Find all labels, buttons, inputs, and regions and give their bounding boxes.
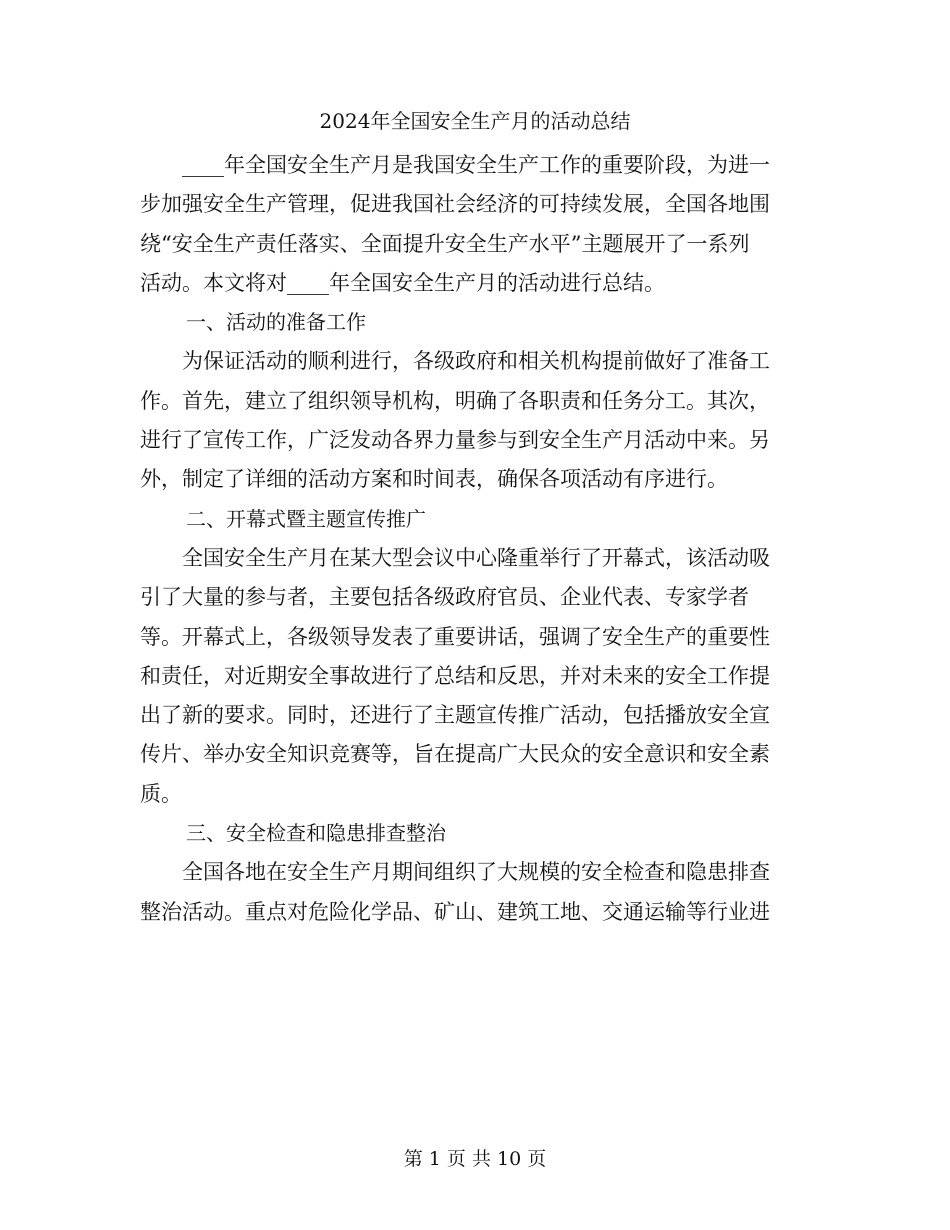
section-2-line-6: 传片、举办安全知识竞赛等，旨在提高广大民众的安全意识和安全素 xyxy=(140,742,770,767)
intro-line-1: ____年全国安全生产月是我国安全生产工作的重要阶段，为进一 xyxy=(182,153,770,177)
section-3-line-2: 整治活动。重点对危险化学品、矿山、建筑工地、交通运输等行业进 xyxy=(140,899,770,924)
section-2-heading: 二、开幕式暨主题宣传推广 xyxy=(186,506,426,531)
page-footer: 第 1 页 共 10 页 xyxy=(403,1148,547,1170)
section-1-line-1: 为保证活动的顺利进行，各级政府和相关机构提前做好了准备工 xyxy=(182,349,770,374)
section-2-line-7: 质。 xyxy=(140,781,182,806)
document-title: 2024年全国安全生产月的活动总结 xyxy=(319,109,631,133)
document-body xyxy=(140,146,804,932)
intro-line-4: 活动。本文将对____年全国安全生产月的活动进行总结。 xyxy=(140,270,665,295)
section-1-line-2: 作。首先，建立了组织领导机构，明确了各职责和任务分工。其次， xyxy=(140,388,770,413)
section-3-line-1: 全国各地在安全生产月期间组织了大规模的安全检查和隐患排查 xyxy=(182,860,770,885)
section-2-line-2: 引了大量的参与者，主要包括各级政府官员、企业代表、专家学者 xyxy=(140,585,749,610)
section-1-line-3: 进行了宣传工作，广泛发动各界力量参与到安全生产月活动中来。另 xyxy=(140,428,770,453)
intro-paragraph xyxy=(140,146,804,303)
section-3-paragraph xyxy=(140,853,804,932)
intro-line-2: 步加强安全生产管理，促进我国社会经济的可持续发展，全国各地围 xyxy=(140,192,770,217)
section-2-line-1: 全国安全生产月在某大型会议中心隆重举行了开幕式，该活动吸 xyxy=(182,545,770,570)
section-1-line-4: 外，制定了详细的活动方案和时间表，确保各项活动有序进行。 xyxy=(140,467,728,492)
section-2-line-3: 等。开幕式上，各级领导发表了重要讲话，强调了安全生产的重要性 xyxy=(140,624,770,649)
section-2-line-5: 出了新的要求。同时，还进行了主题宣传推广活动，包括播放安全宣 xyxy=(140,703,770,728)
section-3-heading: 三、安全检查和隐患排查整治 xyxy=(186,821,446,846)
intro-line-3: 绕“安全生产责任落实、全面提升安全生产水平”主题展开了一系列 xyxy=(140,231,750,256)
section-1-heading: 一、活动的准备工作 xyxy=(186,310,366,335)
section-1-paragraph xyxy=(140,342,804,499)
section-2-line-4: 和责任，对近期安全事故进行了总结和反思，并对未来的安全工作提 xyxy=(140,663,770,688)
section-2-paragraph xyxy=(140,539,804,814)
